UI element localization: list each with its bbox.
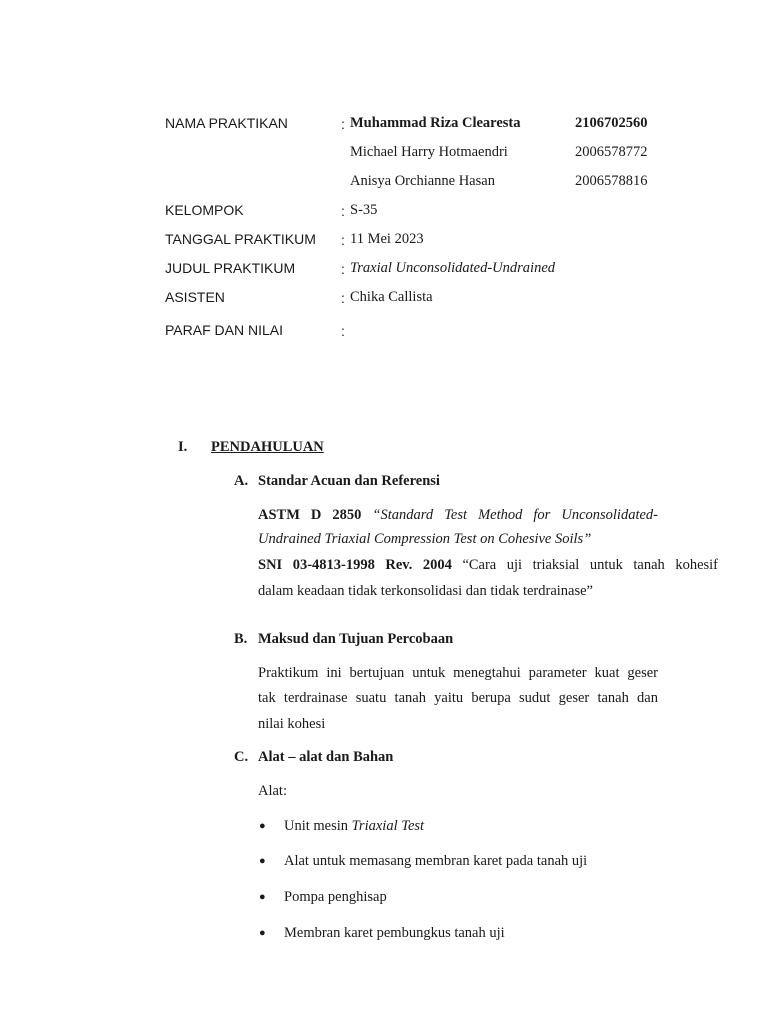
alat-label: Alat: <box>258 783 287 799</box>
astm-code: ASTM D 2850 <box>258 507 362 523</box>
tujuan-line-3: nilai kohesi <box>258 716 326 732</box>
tujuan-line-1: Praktikum ini bertujuan untuk menegtahui parameter kuat geser <box>258 665 658 681</box>
member-name-2: Michael Harry Hotmaendri <box>350 144 508 160</box>
sub-b-title: Maksud dan Tujuan Percobaan <box>258 631 454 647</box>
tanggal-label: TANGGAL PRAKTIKUM <box>165 231 316 247</box>
sni-line-1 <box>258 557 718 574</box>
alat-item-1-italic: Triaxial Test <box>351 818 425 834</box>
section-number: I. <box>178 439 188 455</box>
sub-c-letter: C. <box>234 749 249 765</box>
tanggal-value: 11 Mei 2023 <box>350 231 424 247</box>
judul-label: JUDUL PRAKTIKUM <box>165 260 296 276</box>
judul-value: Traxial Unconsolidated-Undrained <box>350 260 556 276</box>
colon: : <box>341 203 345 219</box>
alat-item-3: Pompa penghisap <box>284 889 387 905</box>
colon: : <box>341 232 345 248</box>
bullet-icon: ● <box>259 855 266 867</box>
alat-item-4: Membran karet pembungkus tanah uji <box>284 925 505 941</box>
section-title: PENDAHULUAN <box>211 439 324 455</box>
sni-title-part1: “Cara uji triaksial untuk tanah kohesif <box>462 557 719 573</box>
tujuan-line-2: tak terdrainase suatu tanah yaitu berupa sudut geser tanah dan <box>258 690 658 706</box>
asisten-value: Chika Callista <box>350 289 433 305</box>
astm-line-1 <box>258 507 658 524</box>
paraf-label: PARAF DAN NILAI <box>165 322 283 338</box>
kelompok-value: S-35 <box>350 202 378 218</box>
sub-a-title: Standar Acuan dan Referensi <box>258 473 440 489</box>
sni-code: SNI 03-4813-1998 Rev. 2004 <box>258 557 452 573</box>
astm-title-part1: “Standard Test Method for Unconsolidated- <box>372 507 658 523</box>
alat-item-1-prefix: Unit mesin <box>284 818 352 834</box>
colon: : <box>341 323 345 339</box>
member-npm-3: 2006578816 <box>575 173 648 189</box>
nama-praktikan-label: NAMA PRAKTIKAN <box>165 115 288 131</box>
sni-title-part2: dalam keadaan tidak terkonsolidasi dan tidak terdrainase” <box>258 583 593 599</box>
bullet-icon: ● <box>259 820 266 832</box>
astm-title-part2: Undrained Triaxial Compression Test on Cohesive Soils” <box>258 531 592 547</box>
colon: : <box>341 261 345 277</box>
bullet-icon: ● <box>259 891 266 903</box>
sub-b-letter: B. <box>234 631 248 647</box>
colon: : <box>341 290 345 306</box>
member-npm-1: 2106702560 <box>575 115 648 131</box>
asisten-label: ASISTEN <box>165 289 225 305</box>
alat-item-1 <box>284 818 424 835</box>
member-name-3: Anisya Orchianne Hasan <box>350 173 495 189</box>
member-name-1: Muhammad Riza Clearesta <box>350 115 521 131</box>
alat-item-2: Alat untuk memasang membran karet pada tanah uji <box>284 853 588 869</box>
bullet-icon: ● <box>259 927 266 939</box>
sub-a-letter: A. <box>234 473 249 489</box>
member-npm-2: 2006578772 <box>575 144 648 160</box>
kelompok-label: KELOMPOK <box>165 202 244 218</box>
sub-c-title: Alat – alat dan Bahan <box>258 749 394 765</box>
colon: : <box>341 116 345 132</box>
